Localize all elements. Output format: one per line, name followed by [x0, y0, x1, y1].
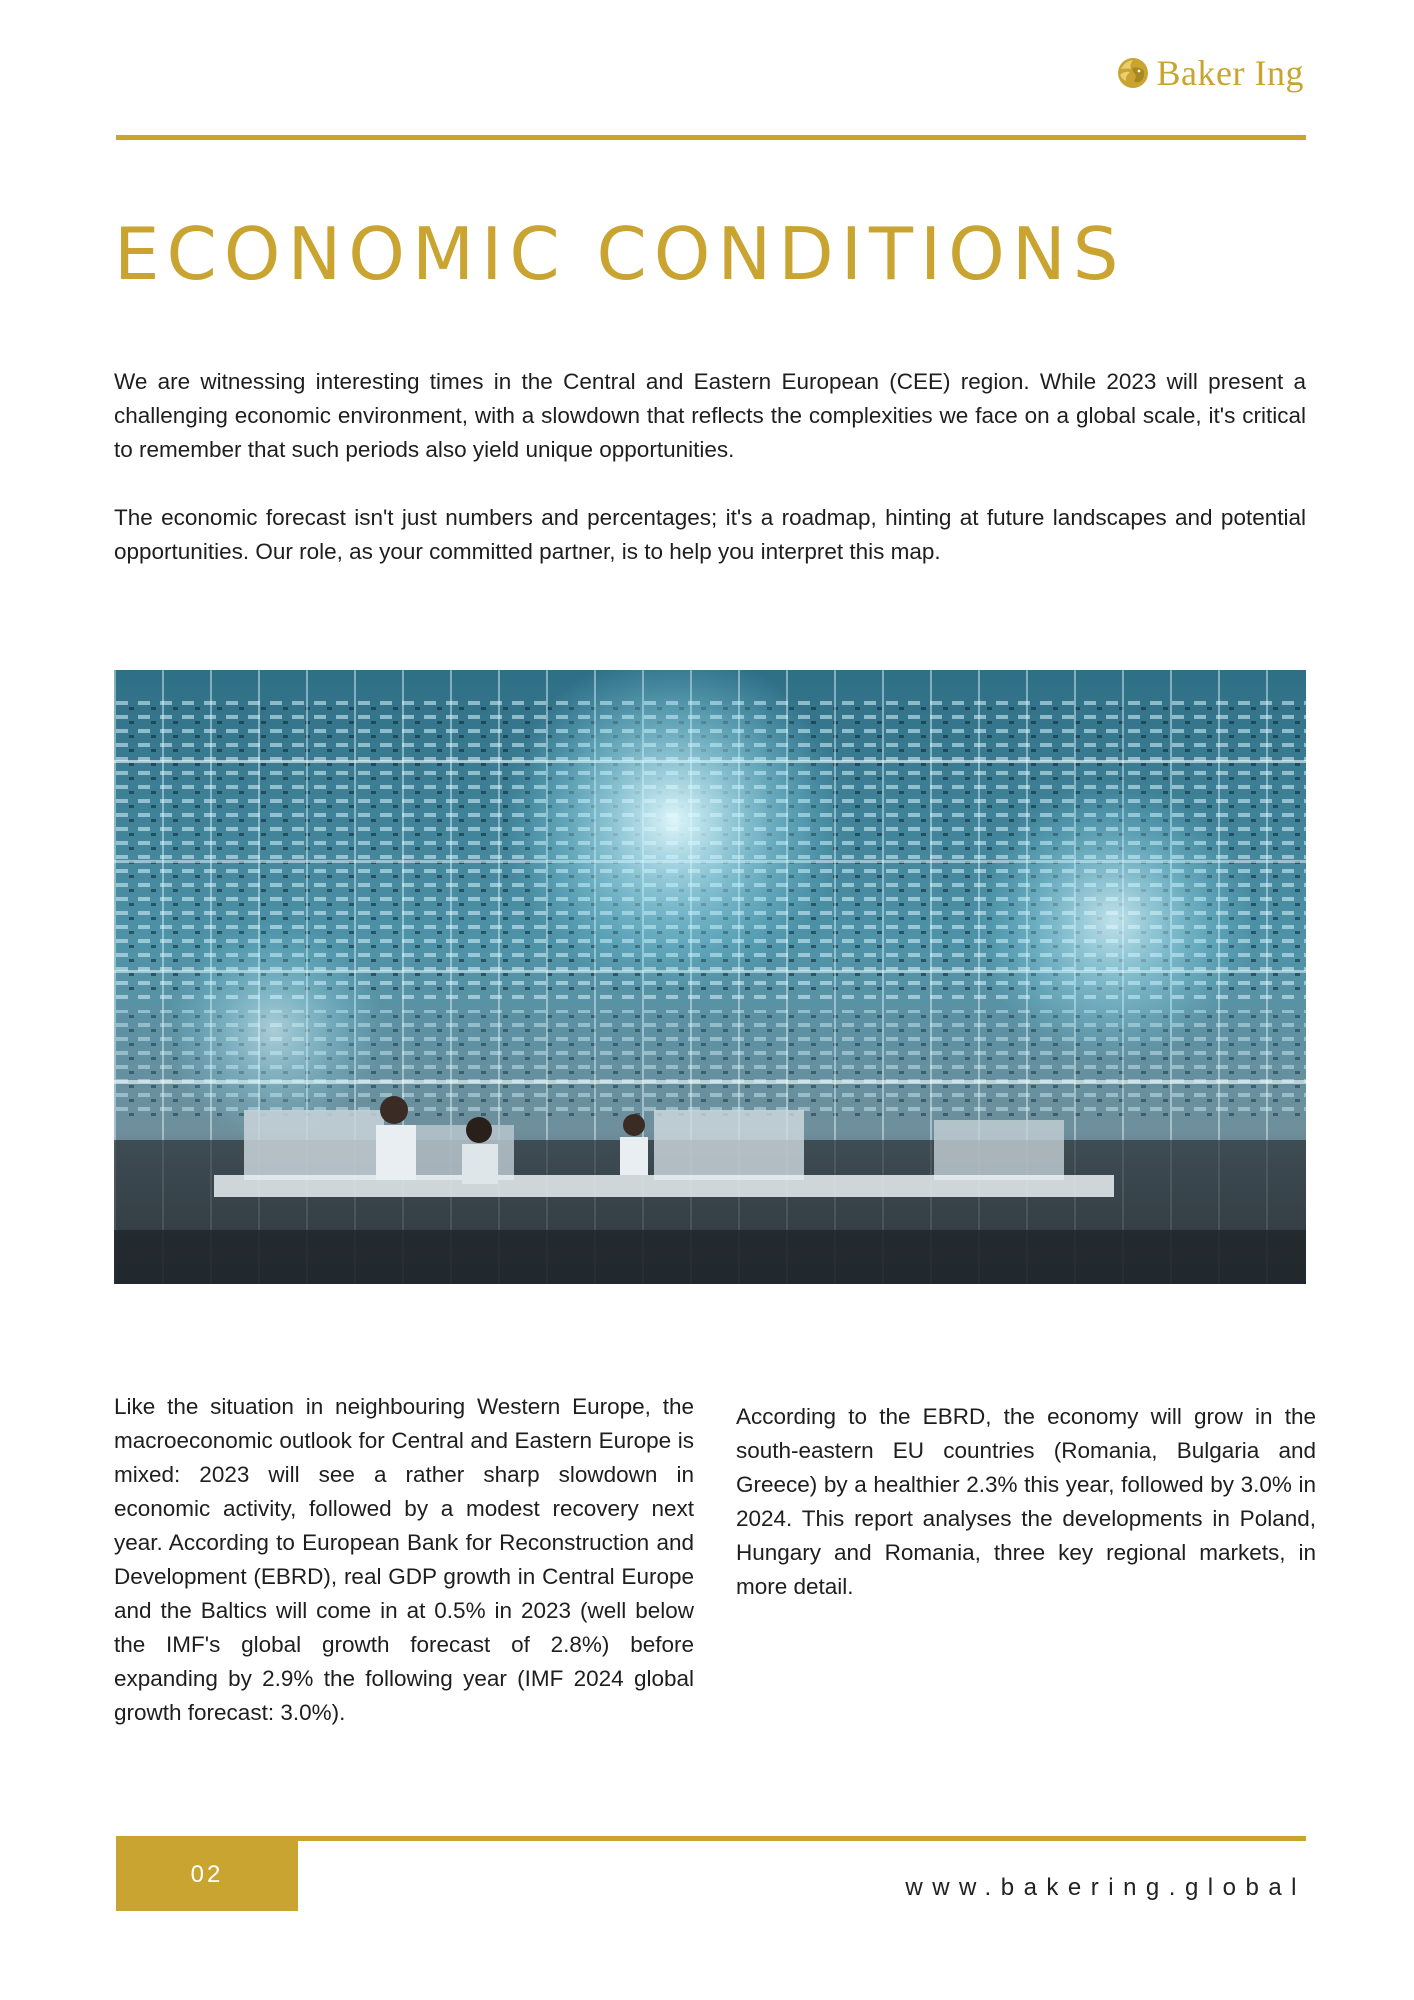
page-title: ECONOMIC CONDITIONS — [114, 212, 1126, 296]
hero-image-data-center — [114, 670, 1306, 1284]
body-right-column: According to the EBRD, the economy will grow in the south-eastern EU countries (Romania, Bulgaria and Greece) by a healthier 2.3% this year, followed by 3.0% in 2024. This report analyses the developments in Poland, Hungary and Romania, three key regional markets, in more detail. — [736, 1404, 1316, 1599]
page-number-box — [116, 1841, 298, 1911]
intro-paragraph-1: We are witnessing interesting times in the Central and Eastern European (CEE) region. While 2023 will present a challenging economic environment, with a slowdown that reflects the complexities we face on a global scale, it's critical to remember that such periods also yield unique opportunities. — [114, 369, 1306, 462]
header-divider — [116, 135, 1306, 140]
brand-name: Baker Ing — [1156, 53, 1304, 93]
brand-logo — [1115, 52, 1304, 94]
lion-head-icon — [1115, 55, 1151, 91]
website-link[interactable]: www.bakering.global — [905, 1874, 1306, 1901]
body-left-column: Like the situation in neighbouring Western Europe, the macroeconomic outlook for Central and Eastern Europe is mixed: 2023 will see a rather sharp slowdown in economic activity, followed by a modest recovery next year. According to European Bank for Reconstruction and Development (EBRD), real GDP growth in Central Europe and the Baltics will come in at 0.5% in 2023 (well below the IMF's global growth forecast of 2.8%) before expanding by 2.9% the following year (IMF 2024 global growth forecast: 3.0%). — [114, 1394, 694, 1725]
intro-paragraph-2: The economic forecast isn't just numbers and percentages; it's a roadmap, hinting at future landscapes and potential opportunities. Our role, as your committed partner, is to help you interpret this map. — [114, 505, 1306, 564]
page-number: 02 — [190, 1861, 224, 1888]
